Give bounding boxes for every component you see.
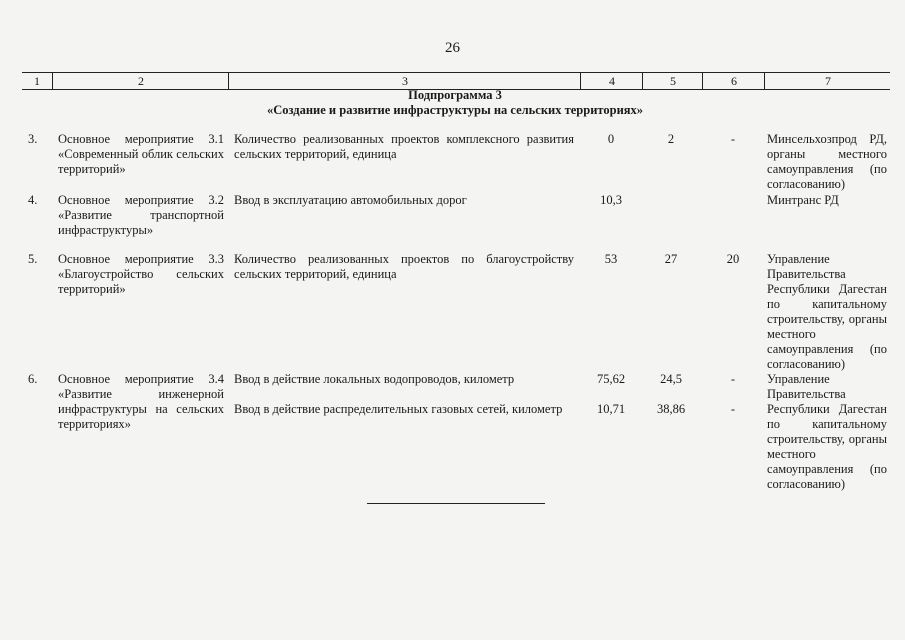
header-col-3: 3: [228, 73, 581, 89]
row-executor: Минсельхозпрод РД, органы местного самоуправления (по согласованию): [767, 132, 887, 191]
row-indicator: Количество реализованных проектов по благоустройству сельских территорий, единица: [234, 252, 574, 281]
header-col-5: 5: [642, 73, 703, 89]
row-executor: Минтранс РД: [767, 193, 839, 207]
row-value-col4: 75,62: [596, 372, 626, 386]
header-col-2: 2: [52, 73, 229, 89]
row-value-col5: 27: [664, 252, 678, 266]
row-executor: Управление Правительства Республики Дагестан по капитальному строительству, органы местного самоуправления (по согласованию): [767, 252, 887, 371]
row-value-col6: -: [730, 402, 736, 416]
row-value-col4: 10,3: [600, 193, 622, 207]
row-value-col5: 24,5: [660, 372, 682, 386]
row-value-col4: 10,71: [596, 402, 626, 416]
row-value-col5: 38,86: [656, 402, 686, 416]
header-col-7: 7: [764, 73, 891, 89]
row-indicator: Ввод в действие локальных водопроводов, километр: [234, 372, 515, 386]
row-number: 3.: [28, 132, 38, 146]
subprogram-subtitle: «Создание и развитие инфраструктуры на сельских территориях»: [266, 103, 644, 117]
subprogram-heading: [230, 88, 680, 118]
header-col-4: 4: [580, 73, 643, 89]
row-indicator: Количество реализованных проектов комплексного развития сельских территорий, единица: [234, 132, 574, 161]
page-number: 26: [445, 40, 460, 56]
row-value-col4: 53: [604, 252, 618, 266]
row-event: Основное мероприятие 3.1 «Современный облик сельских территорий»: [58, 132, 224, 176]
row-value-col6: -: [730, 372, 736, 386]
row-executor: Управление Правительства Республики Дагестан по капитальному строительству, органы местного самоуправления (по согласованию): [767, 372, 887, 491]
subprogram-title: Подпрограмма 3: [408, 88, 502, 102]
row-value-col6: 20: [726, 252, 740, 266]
row-event: Основное мероприятие 3.2 «Развитие транспортной инфраструктуры»: [58, 193, 224, 237]
row-number: 4.: [28, 193, 38, 207]
row-number: 5.: [28, 252, 38, 266]
header-col-1: 1: [34, 74, 40, 88]
header-col-6: 6: [702, 73, 765, 89]
row-value-col6: -: [730, 132, 736, 146]
row-indicator: Ввод в действие распределительных газовых сетей, километр: [234, 402, 563, 416]
row-value-col5: 2: [667, 132, 675, 146]
closing-divider: [367, 503, 545, 504]
row-indicator: Ввод в эксплуатацию автомобильных дорог: [234, 193, 467, 207]
row-number: 6.: [28, 372, 38, 386]
row-event: Основное мероприятие 3.3 «Благоустройство сельских территорий»: [58, 252, 224, 296]
row-value-col4: 0: [607, 132, 615, 146]
row-event: Основное мероприятие 3.4 «Развитие инженерной инфраструктуры на сельских территориях»: [58, 372, 224, 431]
